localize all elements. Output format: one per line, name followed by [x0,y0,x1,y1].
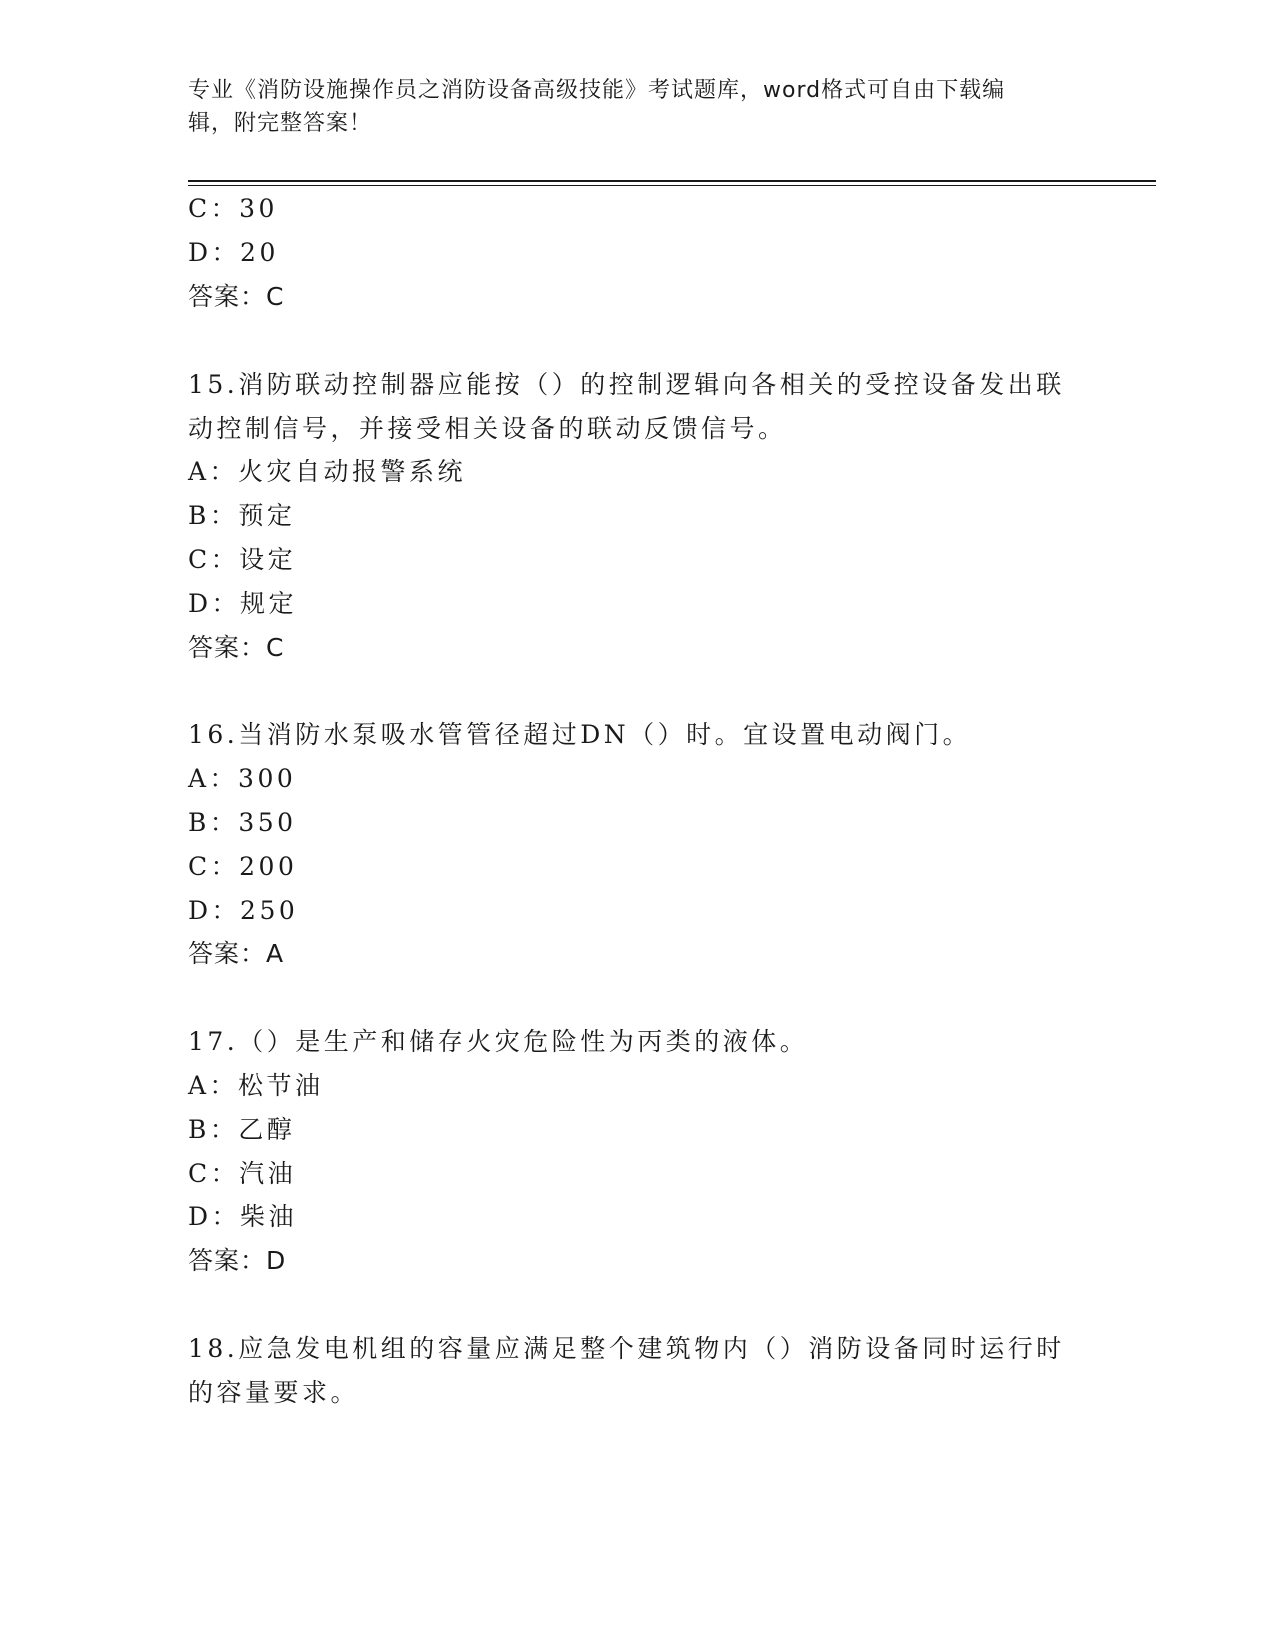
question-16-stem-line-1: 16.当消防水泵吸水管管径超过DN（）时。宜设置电动阀门。 [188,720,972,749]
question-16-option-c: C：200 [188,852,298,881]
prev-option-d: D：20 [188,238,279,267]
question-15-option-a: A：火灾自动报警系统 [188,457,467,486]
question-17-option-b: B：乙醇 [188,1115,296,1144]
document-header [188,74,1068,140]
question-15-answer: 答案：C [188,633,285,662]
question-17-answer: 答案：D [188,1246,287,1275]
question-15-stem-line-1: 15.消防联动控制器应能按（）的控制逻辑向各相关的受控设备发出联 [188,370,1065,399]
question-16-answer: 答案：A [188,939,285,968]
question-16-option-b: B：350 [188,808,297,837]
header-line-1: 专业《消防设施操作员之消防设备高级技能》考试题库，word格式可自由下载编 [188,78,1006,103]
prev-option-c: C：30 [188,194,278,223]
header-divider-thin [188,185,1156,186]
question-17-option-d: D：柴油 [188,1202,298,1231]
header-line-2: 辑，附完整答案！ [188,111,373,136]
question-16-option-d: D：250 [188,896,299,925]
question-15-option-c: C：设定 [188,545,297,574]
question-15-option-b: B：预定 [188,501,296,530]
question-15-stem-line-2: 动控制信号，并接受相关设备的联动反馈信号。 [188,414,787,443]
question-18-stem-line-2: 的容量要求。 [188,1378,360,1407]
question-17-option-a: A：松节油 [188,1071,324,1100]
question-17-option-c: C：汽油 [188,1159,297,1188]
question-18-stem-line-1: 18.应急发电机组的容量应满足整个建筑物内（）消防设备同时运行时 [188,1334,1065,1363]
question-15-option-d: D：规定 [188,589,298,618]
header-divider-thick [188,180,1156,182]
question-16-option-a: A：300 [188,764,297,793]
prev-answer: 答案：C [188,282,285,311]
question-17-stem-line-1: 17.（）是生产和储存火灾危险性为丙类的液体。 [188,1027,809,1056]
